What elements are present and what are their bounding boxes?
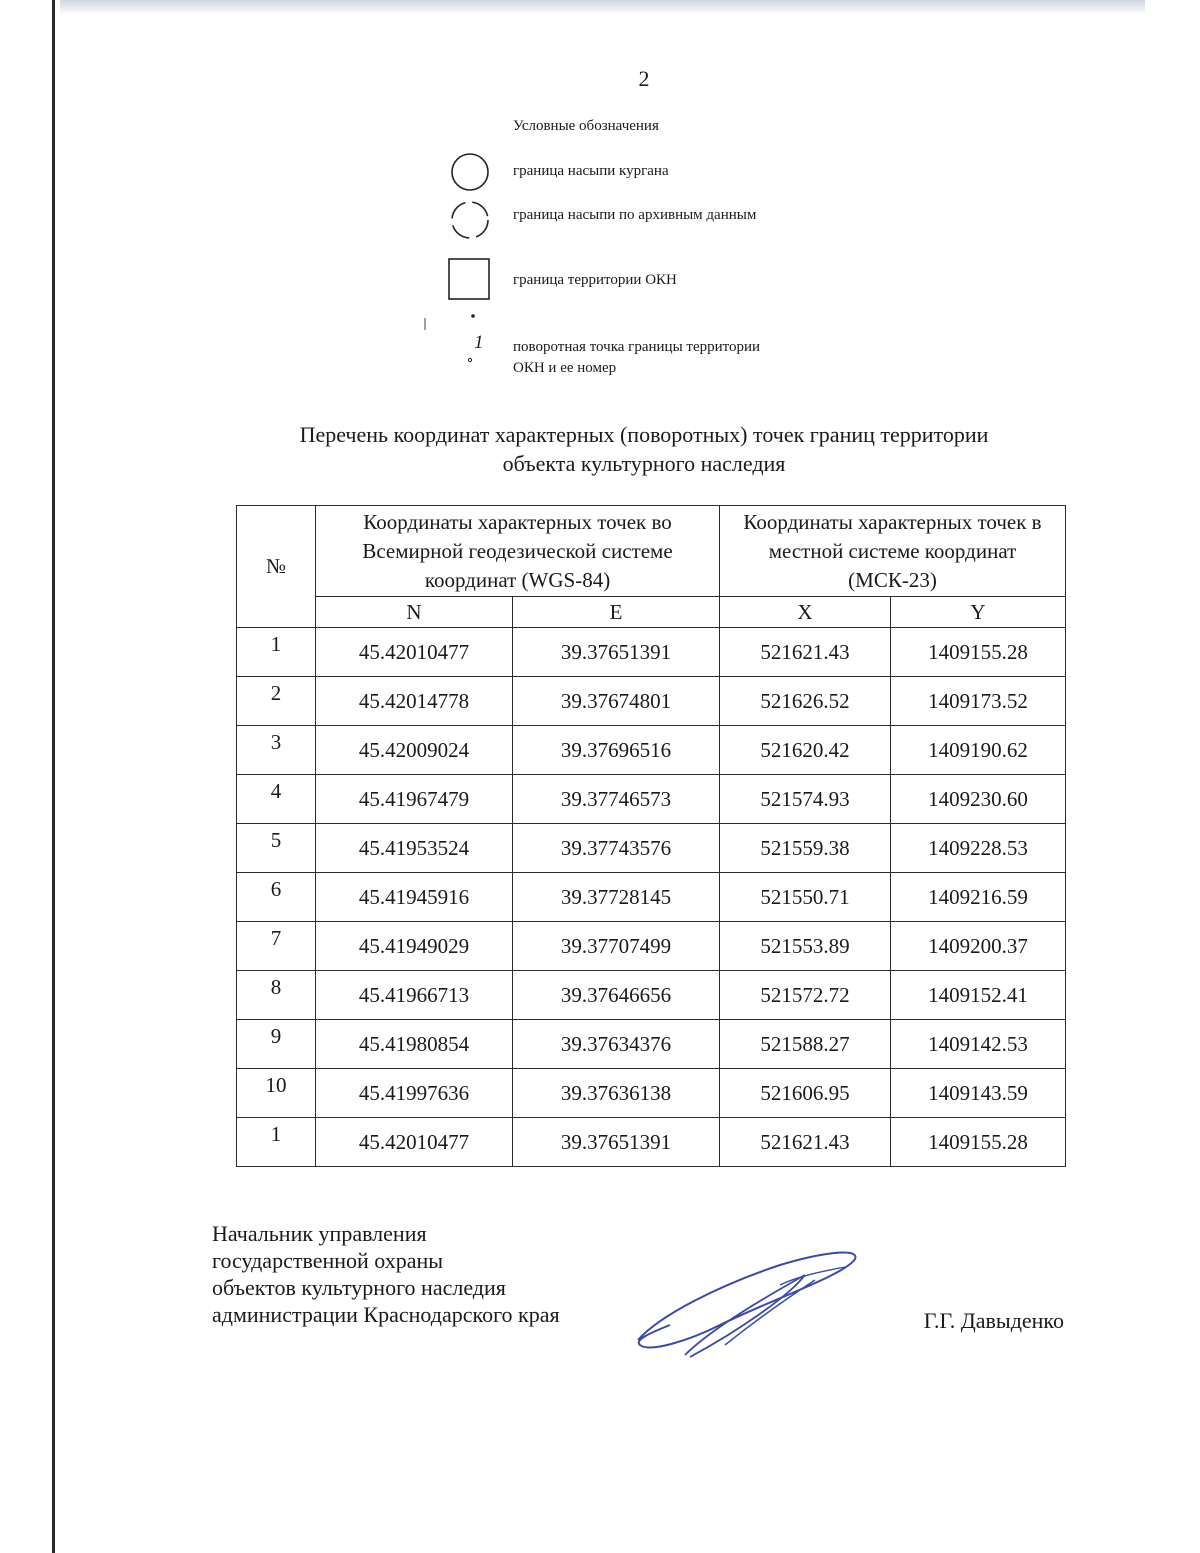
e-value: 39.37646656 [513, 971, 720, 1020]
n-value: 45.41980854 [316, 1020, 513, 1069]
x-value: 521620.42 [720, 726, 891, 775]
y-value: 1409230.60 [891, 775, 1066, 824]
e-value: 39.37651391 [513, 1118, 720, 1167]
solid-circle-icon [440, 150, 500, 198]
table-row [237, 775, 1066, 824]
signatory-position [212, 1220, 560, 1328]
table-title [0, 420, 1200, 478]
table-row [237, 873, 1066, 922]
x-value: 521574.93 [720, 775, 891, 824]
legend-label: граница насыпи кургана [513, 163, 669, 179]
point-number: 8 [237, 971, 316, 1020]
legend-label: граница насыпи по архивным данным [513, 207, 757, 223]
e-value: 39.37743576 [513, 824, 720, 873]
square-icon [440, 256, 500, 304]
scan-shadow [60, 0, 1145, 14]
table-row [237, 1069, 1066, 1118]
point-number: 10 [237, 1069, 316, 1118]
coordinates-table [236, 505, 1066, 1167]
n-value: 45.42009024 [316, 726, 513, 775]
legend-item [440, 150, 920, 198]
n-value: 45.41967479 [316, 775, 513, 824]
signatory-position-line: объектов культурного наследия [212, 1275, 506, 1300]
x-header: X [720, 597, 891, 628]
y-value: 1409228.53 [891, 824, 1066, 873]
x-value: 521626.52 [720, 677, 891, 726]
e-value: 39.37746573 [513, 775, 720, 824]
point-number: 4 [237, 775, 316, 824]
n-value: 45.42014778 [316, 677, 513, 726]
legend-item [440, 256, 920, 304]
e-value: 39.37696516 [513, 726, 720, 775]
n-value: 45.41953524 [316, 824, 513, 873]
point-number: 5 [237, 824, 316, 873]
point-number: 6 [237, 873, 316, 922]
table-title-line: объекта культурного наследия [502, 451, 786, 476]
y-value: 1409155.28 [891, 628, 1066, 677]
y-value: 1409173.52 [891, 677, 1066, 726]
x-value: 521621.43 [720, 1118, 891, 1167]
n-value: 45.42010477 [316, 1118, 513, 1167]
wgs-header: Координаты характерных точек во Всемирной геодезической системе координат (WGS-84) [316, 506, 720, 597]
x-value: 521553.89 [720, 922, 891, 971]
point-number: 1 [237, 628, 316, 677]
e-value: 39.37674801 [513, 677, 720, 726]
e-value: 39.37636138 [513, 1069, 720, 1118]
msk-header: Координаты характерных точек в местной системе координат (МСК-23) [720, 506, 1066, 597]
y-value: 1409155.28 [891, 1118, 1066, 1167]
legend-label: граница территории ОКН [513, 272, 677, 288]
table-row [237, 824, 1066, 873]
number-header: № [237, 506, 316, 628]
e-value: 39.37634376 [513, 1020, 720, 1069]
table-row [237, 1118, 1066, 1167]
y-value: 1409152.41 [891, 971, 1066, 1020]
n-value: 45.42010477 [316, 628, 513, 677]
n-value: 45.41966713 [316, 971, 513, 1020]
y-value: 1409143.59 [891, 1069, 1066, 1118]
n-value: 45.41945916 [316, 873, 513, 922]
y-header: Y [891, 597, 1066, 628]
legend-item [440, 196, 920, 244]
signatory-position-line: Начальник управления [212, 1221, 427, 1246]
legend-label-line: ОКН и ее номер [513, 360, 617, 376]
e-header: E [513, 597, 720, 628]
x-value: 521588.27 [720, 1020, 891, 1069]
legend-item [440, 310, 920, 380]
point-number: 1 [237, 1118, 316, 1167]
page-number: 2 [638, 66, 650, 91]
point-number: 7 [237, 922, 316, 971]
table-row [237, 971, 1066, 1020]
x-value: 521621.43 [720, 628, 891, 677]
table-row [237, 628, 1066, 677]
table-row [237, 677, 1066, 726]
point-number: 3 [237, 726, 316, 775]
n-header: N [316, 597, 513, 628]
e-value: 39.37707499 [513, 922, 720, 971]
point-number: 9 [237, 1020, 316, 1069]
scan-edge [52, 0, 55, 1553]
x-value: 521572.72 [720, 971, 891, 1020]
signatory-position-line: государственной охраны [212, 1248, 444, 1273]
x-value: 521550.71 [720, 873, 891, 922]
legend-title: Условные обозначения [513, 118, 659, 134]
e-value: 39.37728145 [513, 873, 720, 922]
x-value: 521559.38 [720, 824, 891, 873]
x-value: 521606.95 [720, 1069, 891, 1118]
n-value: 45.41997636 [316, 1069, 513, 1118]
legend-label-multiline [513, 337, 760, 379]
table-row [237, 726, 1066, 775]
y-value: 1409142.53 [891, 1020, 1066, 1069]
signatory-position-line: администрации Краснодарского края [212, 1302, 560, 1327]
y-value: 1409200.37 [891, 922, 1066, 971]
y-value: 1409190.62 [891, 726, 1066, 775]
turning-point-icon [420, 310, 500, 370]
table-row [237, 1020, 1066, 1069]
dashed-circle-icon [440, 196, 500, 244]
turning-point-number: 1 [474, 332, 484, 353]
e-value: 39.37651391 [513, 628, 720, 677]
n-value: 45.41949029 [316, 922, 513, 971]
y-value: 1409216.59 [891, 873, 1066, 922]
table-row [237, 922, 1066, 971]
signer-name: Г.Г. Давыденко [923, 1308, 1064, 1333]
point-number: 2 [237, 677, 316, 726]
handwritten-signature [630, 1245, 870, 1365]
legend-label-line: поворотная точка границы территории [513, 339, 761, 355]
table-title-line: Перечень координат характерных (поворотных) точек границ территории [299, 422, 989, 447]
